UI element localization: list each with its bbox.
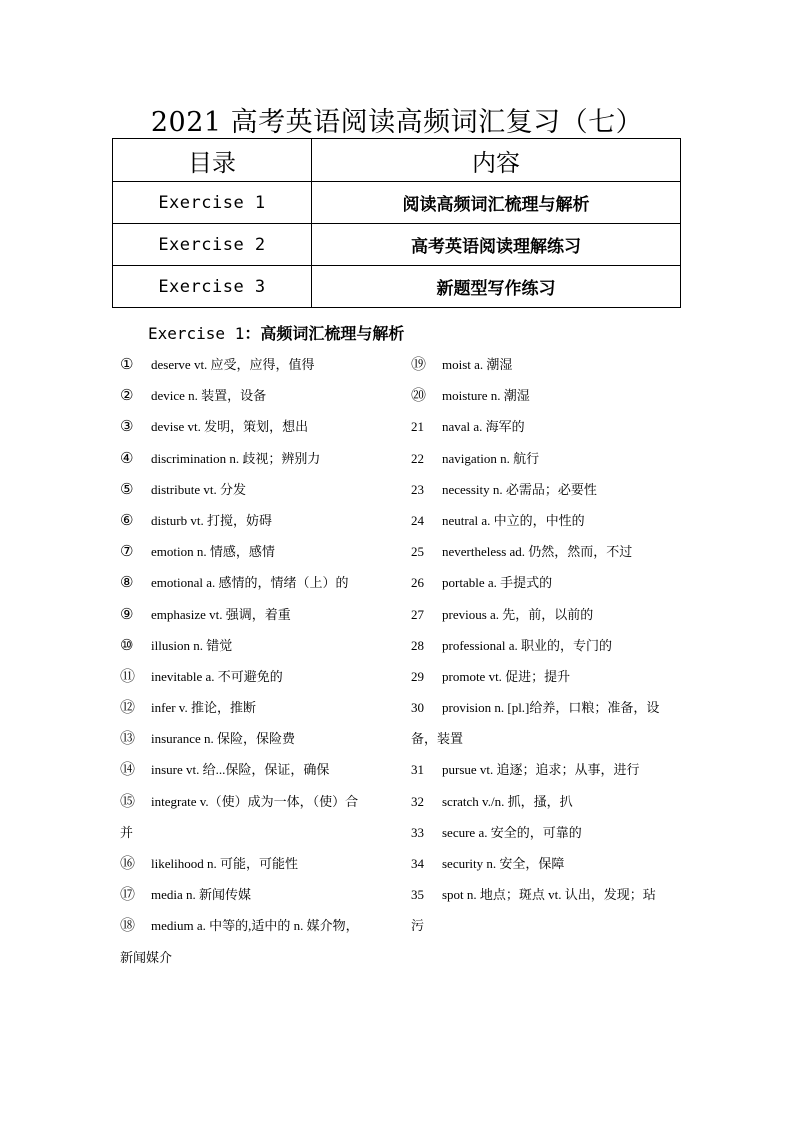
vocab-line <box>411 786 681 817</box>
vocab-line <box>411 380 681 411</box>
vocab-text: medium a. 中等的,适中的 n. 媒介物， <box>151 918 359 934</box>
vocab-number: 31 <box>411 762 424 778</box>
vocab-line <box>411 599 681 630</box>
vocab-number: ⑯ <box>120 854 136 872</box>
section-heading <box>148 321 404 344</box>
vocab-item <box>120 349 390 380</box>
vocab-item <box>120 443 390 474</box>
vocab-text: promote vt. 促进；提升 <box>442 668 571 684</box>
vocab-text: emotional a. 感情的，情绪（上）的 <box>151 575 349 591</box>
vocab-line <box>411 879 681 910</box>
vocab-item <box>120 630 390 661</box>
exercise-cell: Exercise 1 <box>113 182 312 224</box>
vocab-item <box>120 380 390 411</box>
vocab-text: integrate v.（使）成为一体，（使）合 <box>151 793 359 809</box>
vocab-item <box>120 599 390 630</box>
table-row <box>113 224 681 266</box>
vocab-number: ④ <box>120 448 134 467</box>
vocab-item <box>120 567 390 598</box>
vocab-number: ⑫ <box>120 698 136 717</box>
vocab-item <box>120 474 390 505</box>
table-header-row <box>113 139 681 182</box>
vocab-number: 23 <box>411 481 424 497</box>
vocab-number: 30 <box>411 700 424 716</box>
vocab-number: 32 <box>411 793 424 809</box>
vocab-text: moist a. 潮湿 <box>442 357 513 372</box>
vocab-item <box>411 817 681 848</box>
vocab-text: insurance n. 保险，保险费 <box>151 731 296 747</box>
vocab-line <box>120 910 390 941</box>
vocab-continuation: 并 <box>120 824 134 840</box>
vocab-number: 34 <box>411 856 424 871</box>
vocab-text: illusion n. 错觉 <box>151 637 233 653</box>
vocab-line <box>411 567 681 598</box>
vocab-continuation: 污 <box>411 918 425 934</box>
vocab-item <box>120 879 390 910</box>
vocab-text: inevitable a. 不可避免的 <box>151 668 283 684</box>
vocab-item <box>120 723 390 754</box>
vocab-line <box>411 692 681 723</box>
page-title: 2021 高考英语阅读高频词汇复习（七） <box>150 107 644 138</box>
vocab-number: 35 <box>411 887 424 903</box>
vocab-item <box>120 536 390 567</box>
vocab-number: ⑱ <box>120 916 136 935</box>
vocab-line <box>120 879 390 910</box>
vocab-text: distribute vt. 分发 <box>151 481 246 497</box>
vocab-line <box>120 599 390 630</box>
vocab-text: portable a. 手提式的 <box>442 575 553 591</box>
vocab-line <box>120 567 390 598</box>
vocab-number: ⑨ <box>120 604 134 623</box>
vocab-item <box>411 599 681 630</box>
vocab-item <box>411 661 681 692</box>
vocab-line <box>120 474 390 505</box>
vocab-line <box>411 505 681 536</box>
vocab-item <box>411 536 681 567</box>
vocab-item <box>411 443 681 474</box>
vocab-item <box>411 692 681 754</box>
vocab-item <box>120 848 390 879</box>
vocab-number: 24 <box>411 512 424 528</box>
vocab-text: insure vt. 给...保险，保证，确保 <box>151 762 330 778</box>
vocab-line <box>120 692 390 723</box>
vocab-text: moisture n. 潮湿 <box>442 388 530 404</box>
vocab-line <box>120 536 390 567</box>
vocab-text: deserve vt. 应受，应得，值得 <box>151 357 315 372</box>
vocab-number: ⑪ <box>120 666 136 685</box>
vocab-number: ② <box>120 386 134 405</box>
vocab-item <box>120 661 390 692</box>
vocab-number: ⑦ <box>120 542 134 561</box>
vocab-item <box>411 505 681 536</box>
vocab-text: infer v. 推论，推断 <box>151 700 256 716</box>
vocab-item <box>411 786 681 817</box>
vocab-text: spot n. 地点；斑点 vt. 认出，发现；玷 <box>442 887 656 903</box>
vocab-item <box>120 411 390 442</box>
vocab-line <box>120 630 390 661</box>
vocab-text: previous a. 先，前，以前的 <box>442 606 594 622</box>
vocab-number: ⑳ <box>411 386 427 405</box>
vocab-item <box>411 411 681 442</box>
vocab-line <box>411 848 681 879</box>
vocab-text: security n. 安全，保障 <box>442 856 565 871</box>
vocab-line <box>411 443 681 474</box>
table-row <box>113 182 681 224</box>
header-catalog: 目录 <box>113 139 312 182</box>
vocab-line <box>411 349 681 380</box>
vocab-continuation: 备，装置 <box>411 731 464 747</box>
vocab-number: ① <box>120 355 134 373</box>
vocab-column-left <box>120 349 390 973</box>
vocab-item <box>411 754 681 785</box>
vocab-line <box>120 443 390 474</box>
vocab-line <box>120 786 390 817</box>
vocab-column-right <box>411 349 681 942</box>
vocab-item <box>120 910 390 972</box>
vocab-number: ⑤ <box>120 479 134 498</box>
contents-table <box>112 138 681 308</box>
vocab-item <box>411 630 681 661</box>
vocab-number: ⑬ <box>120 729 136 748</box>
vocab-text: media n. 新闻传媒 <box>151 887 252 903</box>
vocab-number: 25 <box>411 544 424 560</box>
vocab-number: ⑭ <box>120 760 136 779</box>
vocab-text: device n. 装置，设备 <box>151 388 267 404</box>
vocab-text: discrimination n. 歧视；辨别力 <box>151 450 321 466</box>
vocab-line <box>120 661 390 692</box>
vocab-text: navigation n. 航行 <box>442 450 540 466</box>
vocab-text: devise vt. 发明，策划，想出 <box>151 419 309 435</box>
vocab-item <box>411 879 681 941</box>
vocab-number: ⑧ <box>120 573 134 592</box>
vocab-text: emotion n. 情感，感情 <box>151 544 275 560</box>
content-cell: 高考英语阅读理解练习 <box>312 224 681 266</box>
vocab-number: ⑰ <box>120 885 136 904</box>
vocab-text: necessity n. 必需品；必要性 <box>442 481 597 497</box>
vocab-line <box>120 848 390 879</box>
vocab-text: emphasize vt. 强调，着重 <box>151 606 291 622</box>
vocab-item <box>120 786 390 848</box>
section-prefix: Exercise 1 <box>148 324 245 343</box>
vocab-number: ③ <box>120 417 134 436</box>
vocab-text: professional a. 职业的，专门的 <box>442 637 613 653</box>
content-cell: 新题型写作练习 <box>312 266 681 308</box>
header-content: 内容 <box>312 139 681 182</box>
vocab-line <box>411 630 681 661</box>
vocab-number: 22 <box>411 450 424 466</box>
vocab-item <box>120 505 390 536</box>
vocab-line <box>120 754 390 785</box>
vocab-text: disturb vt. 打搅，妨碍 <box>151 512 272 528</box>
vocab-text: likelihood n. 可能，可能性 <box>151 856 298 871</box>
vocab-number: 29 <box>411 668 424 684</box>
vocab-item <box>411 380 681 411</box>
vocab-text: naval a. 海军的 <box>442 419 525 435</box>
vocab-continuation: 新闻媒介 <box>120 949 173 965</box>
vocab-line <box>120 380 390 411</box>
vocab-item <box>411 567 681 598</box>
vocab-line <box>411 474 681 505</box>
vocab-line <box>411 754 681 785</box>
vocab-number: ⑥ <box>120 510 134 529</box>
vocab-number: 28 <box>411 637 424 653</box>
vocab-line <box>120 349 390 380</box>
vocab-line <box>411 817 681 848</box>
vocab-number: ⑲ <box>411 355 427 373</box>
exercise-cell: Exercise 3 <box>113 266 312 308</box>
vocab-number: 33 <box>411 824 424 840</box>
vocab-line <box>120 505 390 536</box>
vocab-item <box>411 349 681 380</box>
vocab-text: pursue vt. 追逐；追求；从事，进行 <box>442 762 640 778</box>
vocab-number: 21 <box>411 419 424 435</box>
vocab-item <box>411 848 681 879</box>
vocab-text: provision n. [pl.]给养，口粮；准备，设 <box>442 700 660 716</box>
content-cell: 阅读高频词汇梳理与解析 <box>312 182 681 224</box>
vocab-line <box>411 411 681 442</box>
vocab-line <box>411 536 681 567</box>
vocab-item <box>120 754 390 785</box>
vocab-line <box>120 411 390 442</box>
vocab-number: ⑩ <box>120 635 134 654</box>
vocab-text: nevertheless ad. 仍然，然而，不过 <box>442 544 633 560</box>
vocab-text: scratch v./n. 抓，搔，扒 <box>442 793 573 809</box>
exercise-cell: Exercise 2 <box>113 224 312 266</box>
vocab-line <box>120 723 390 754</box>
vocab-item <box>411 474 681 505</box>
vocab-number: ⑮ <box>120 791 136 810</box>
vocab-number: 26 <box>411 575 424 591</box>
vocab-number: 27 <box>411 606 424 622</box>
vocab-item <box>120 692 390 723</box>
table-row <box>113 266 681 308</box>
vocab-text: secure a. 安全的，可靠的 <box>442 824 582 840</box>
vocab-line <box>411 661 681 692</box>
vocab-text: neutral a. 中立的，中性的 <box>442 512 585 528</box>
section-title: ：高频词汇梳理与解析 <box>244 324 405 343</box>
